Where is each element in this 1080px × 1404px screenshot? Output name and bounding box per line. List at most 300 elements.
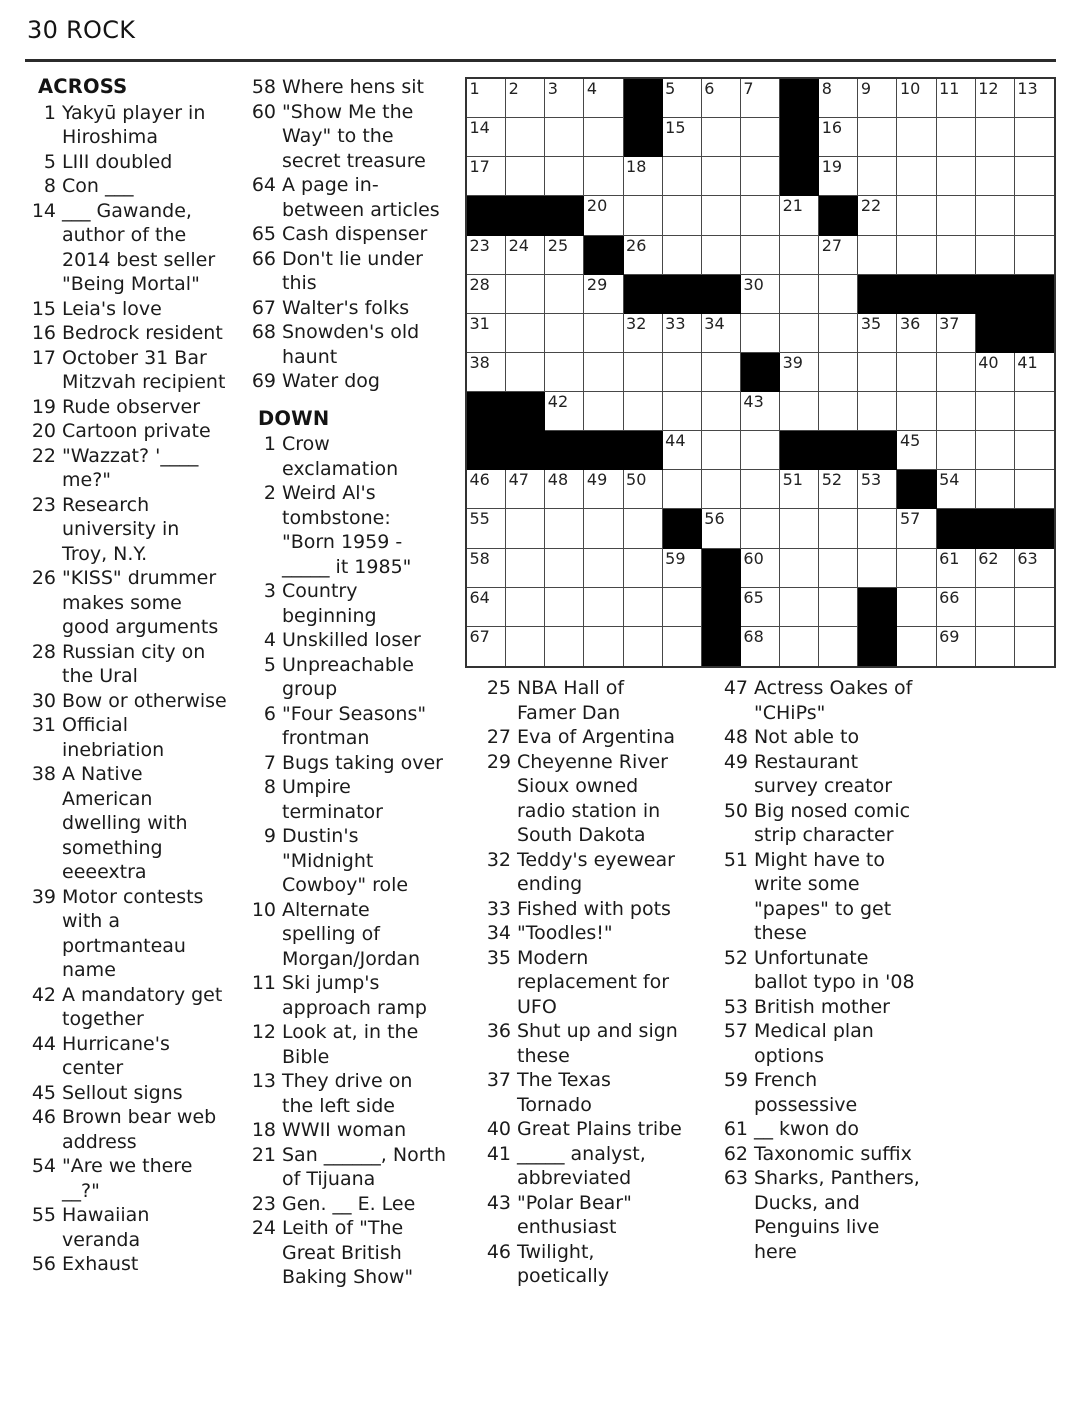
cell-number: 31 <box>469 313 490 333</box>
grid-cell[interactable] <box>741 157 780 196</box>
grid-cell[interactable] <box>780 353 819 392</box>
grid-cell[interactable] <box>663 431 702 470</box>
grid-cell[interactable] <box>1015 627 1054 666</box>
grid-cell[interactable] <box>584 549 623 588</box>
clue-number: 60 <box>251 100 276 123</box>
grid-cell[interactable] <box>819 118 858 157</box>
clue-across-64 <box>250 173 455 222</box>
grid-cell[interactable] <box>584 509 623 548</box>
grid-cell[interactable] <box>545 157 584 196</box>
clue-number: 50 <box>723 799 748 822</box>
grid-cell[interactable] <box>780 509 819 548</box>
grid-cell[interactable] <box>545 236 584 275</box>
grid-cell[interactable] <box>741 118 780 157</box>
cell-number: 34 <box>704 313 725 333</box>
cell-number: 10 <box>899 79 921 98</box>
grid-cell[interactable] <box>702 392 741 431</box>
grid-cell[interactable] <box>1015 392 1054 431</box>
grid-cell[interactable] <box>663 549 702 588</box>
clue-text: Weird Al's tombstone: "Born 1959 - _____ it 1985" <box>282 482 412 578</box>
grid-cell[interactable] <box>467 509 506 548</box>
clue-number: 21 <box>251 1143 276 1166</box>
grid-cell[interactable] <box>702 157 741 196</box>
grid-cell[interactable] <box>624 392 663 431</box>
cell-number: 40 <box>978 352 999 372</box>
grid-cell[interactable] <box>584 275 623 314</box>
cell-number: 65 <box>743 587 764 607</box>
grid-cell[interactable] <box>897 509 936 548</box>
clue-number: 55 <box>31 1204 56 1226</box>
clue-number: 13 <box>251 1070 276 1092</box>
clue-number: 8 <box>263 776 276 798</box>
grid-cell[interactable] <box>780 470 819 509</box>
clue-text: Medical plan options <box>754 1020 874 1067</box>
grid-cell[interactable] <box>663 79 702 118</box>
grid-cell[interactable] <box>663 627 702 666</box>
grid-cell[interactable] <box>819 157 858 196</box>
grid-cell[interactable] <box>624 353 663 392</box>
clue-number: 6 <box>263 702 276 725</box>
clue-text: Bedrock resident <box>62 322 223 344</box>
cell-number: 20 <box>586 196 608 216</box>
grid-cell[interactable] <box>937 314 976 353</box>
clue-text: Yakyū player in Hiroshima <box>62 101 206 148</box>
clue-text: Walter's folks <box>282 296 410 319</box>
grid-cell[interactable] <box>741 627 780 666</box>
grid-cell[interactable] <box>545 509 584 548</box>
grid-cell[interactable] <box>1015 79 1054 118</box>
clue-text: Alternate spelling of Morgan/Jordan <box>282 898 421 970</box>
grid-cell[interactable] <box>819 79 858 118</box>
grid-cell[interactable] <box>467 314 506 353</box>
clue-number: 66 <box>251 247 276 270</box>
grid-cell[interactable] <box>976 196 1015 235</box>
clue-number: 31 <box>31 714 56 736</box>
clue-text: "Toodles!" <box>517 922 613 944</box>
grid-cell[interactable] <box>897 314 936 353</box>
page-title: 30 ROCK <box>27 16 136 44</box>
grid-cell[interactable] <box>545 627 584 666</box>
grid-cell[interactable] <box>819 275 858 314</box>
cell-number: 42 <box>547 392 569 412</box>
grid-cell[interactable] <box>741 509 780 548</box>
grid-cell[interactable] <box>897 118 936 157</box>
grid-cell[interactable] <box>506 118 545 157</box>
clue-down-1 <box>250 432 455 481</box>
grid-cell[interactable] <box>937 79 976 118</box>
grid-cell-black <box>897 470 936 509</box>
clue-across-65 <box>250 222 455 247</box>
clue-down-63 <box>722 1166 927 1264</box>
grid-cell[interactable] <box>506 588 545 627</box>
grid-cell[interactable] <box>937 627 976 666</box>
cell-number: 46 <box>469 470 490 490</box>
grid-cell[interactable] <box>624 314 663 353</box>
clue-down-46 <box>485 1240 690 1289</box>
grid-cell[interactable] <box>1015 196 1054 235</box>
grid-cell-black <box>858 588 897 627</box>
grid-cell[interactable] <box>467 627 506 666</box>
grid-cell[interactable] <box>780 549 819 588</box>
cell-number: 5 <box>665 79 676 98</box>
grid-cell[interactable] <box>976 157 1015 196</box>
clue-text: British mother <box>754 995 890 1018</box>
grid-cell[interactable] <box>780 314 819 353</box>
clue-across-1 <box>30 101 230 150</box>
grid-cell[interactable] <box>976 627 1015 666</box>
down-clue-list-continued-2 <box>722 676 927 1264</box>
down-clue-list <box>250 432 455 1290</box>
grid-cell[interactable] <box>897 431 936 470</box>
grid-cell[interactable] <box>467 118 506 157</box>
grid-cell[interactable] <box>897 196 936 235</box>
across-header: ACROSS <box>38 75 128 98</box>
grid-cell[interactable] <box>897 588 936 627</box>
grid-cell[interactable] <box>702 353 741 392</box>
clue-number: 61 <box>723 1118 748 1140</box>
grid-cell[interactable] <box>584 470 623 509</box>
grid-cell[interactable] <box>663 588 702 627</box>
grid-cell[interactable] <box>506 549 545 588</box>
grid-cell[interactable] <box>858 549 897 588</box>
grid-cell[interactable] <box>741 392 780 431</box>
cell-number: 14 <box>469 118 490 138</box>
grid-cell[interactable] <box>937 118 976 157</box>
grid-cell[interactable] <box>584 157 623 196</box>
clue-down-35 <box>485 946 690 1020</box>
grid-cell[interactable] <box>897 79 936 118</box>
grid-cell[interactable] <box>584 627 623 666</box>
grid-cell[interactable] <box>584 314 623 353</box>
clue-text: San ______, North of Tijuana <box>282 1143 447 1190</box>
grid-cell[interactable] <box>624 196 663 235</box>
grid-cell[interactable] <box>624 236 663 275</box>
grid-cell[interactable] <box>741 196 780 235</box>
grid-cell[interactable] <box>741 314 780 353</box>
grid-cell[interactable] <box>1015 470 1054 509</box>
grid-cell[interactable] <box>780 236 819 275</box>
grid-cell[interactable] <box>937 236 976 275</box>
grid-cell[interactable] <box>545 118 584 157</box>
clue-down-53 <box>722 995 927 1020</box>
clue-text: Not able to <box>754 726 860 748</box>
clue-across-45 <box>30 1081 230 1106</box>
grid-cell[interactable] <box>624 470 663 509</box>
grid-cell[interactable] <box>506 353 545 392</box>
clue-text: Rude observer <box>62 395 201 418</box>
clue-number: 47 <box>723 677 748 699</box>
grid-cell[interactable] <box>584 79 623 118</box>
grid-cell[interactable] <box>663 157 702 196</box>
clue-text: They drive on the left side <box>282 1070 413 1117</box>
grid-cell[interactable] <box>858 157 897 196</box>
clue-down-3 <box>250 579 455 628</box>
grid-cell[interactable] <box>858 392 897 431</box>
grid-cell[interactable] <box>702 431 741 470</box>
grid-cell[interactable] <box>780 275 819 314</box>
grid-cell[interactable] <box>858 509 897 548</box>
grid-cell[interactable] <box>624 627 663 666</box>
grid-cell[interactable] <box>897 157 936 196</box>
cell-number: 61 <box>939 548 960 568</box>
grid-cell[interactable] <box>624 157 663 196</box>
grid-cell[interactable] <box>819 549 858 588</box>
grid-cell[interactable] <box>741 588 780 627</box>
clue-number: 33 <box>486 897 511 920</box>
grid-cell[interactable] <box>467 275 506 314</box>
grid-cell[interactable] <box>741 79 780 118</box>
grid-cell[interactable] <box>897 236 936 275</box>
grid-cell[interactable] <box>702 314 741 353</box>
grid-cell[interactable] <box>937 470 976 509</box>
grid-cell[interactable] <box>897 627 936 666</box>
grid-cell[interactable] <box>545 588 584 627</box>
clue-text: NBA Hall of Famer Dan <box>517 677 625 724</box>
grid-cell[interactable] <box>663 236 702 275</box>
clue-across-68 <box>250 320 455 369</box>
grid-cell[interactable] <box>506 275 545 314</box>
grid-cell[interactable] <box>976 392 1015 431</box>
grid-cell[interactable] <box>584 196 623 235</box>
grid-cell[interactable] <box>702 118 741 157</box>
clue-across-22 <box>30 444 230 493</box>
clue-text: LIII doubled <box>62 150 173 173</box>
clue-down-51 <box>722 848 927 946</box>
grid-cell-black <box>780 79 819 118</box>
grid-cell[interactable] <box>819 588 858 627</box>
grid-cell[interactable] <box>1015 353 1054 392</box>
grid-cell[interactable] <box>976 236 1015 275</box>
cell-number: 45 <box>899 431 921 451</box>
grid-cell[interactable] <box>741 431 780 470</box>
clue-text: Great Plains tribe <box>517 1118 682 1140</box>
clue-down-12 <box>250 1020 455 1069</box>
clue-number: 58 <box>251 76 276 98</box>
grid-cell-black <box>702 627 741 666</box>
clue-down-10 <box>250 898 455 972</box>
grid-cell[interactable] <box>467 157 506 196</box>
grid-cell[interactable] <box>663 353 702 392</box>
grid-cell[interactable] <box>858 314 897 353</box>
grid-cell[interactable] <box>819 509 858 548</box>
grid-cell[interactable] <box>937 431 976 470</box>
grid-cell[interactable] <box>858 236 897 275</box>
grid-cell[interactable] <box>741 549 780 588</box>
cell-number: 19 <box>821 157 843 177</box>
clue-number: 35 <box>486 946 511 969</box>
grid-cell[interactable] <box>1015 157 1054 196</box>
grid-cell[interactable] <box>741 236 780 275</box>
grid-cell[interactable] <box>467 79 506 118</box>
grid-cell[interactable] <box>584 392 623 431</box>
grid-cell[interactable] <box>663 470 702 509</box>
cell-number: 2 <box>508 79 519 98</box>
grid-cell[interactable] <box>937 588 976 627</box>
grid-cell[interactable] <box>780 196 819 235</box>
grid-cell-black <box>897 275 936 314</box>
grid-cell[interactable] <box>1015 549 1054 588</box>
grid-cell[interactable] <box>545 549 584 588</box>
clue-number: 24 <box>251 1217 276 1239</box>
clue-down-18 <box>250 1118 455 1143</box>
grid-cell-black <box>976 509 1015 548</box>
grid-cell[interactable] <box>545 470 584 509</box>
grid-cell[interactable] <box>937 196 976 235</box>
grid-cell[interactable] <box>976 118 1015 157</box>
grid-cell-black <box>780 118 819 157</box>
grid-cell[interactable] <box>976 353 1015 392</box>
grid-cell[interactable] <box>506 236 545 275</box>
grid-cell[interactable] <box>819 627 858 666</box>
grid-cell[interactable] <box>897 549 936 588</box>
clue-number: 8 <box>43 175 56 197</box>
clue-across-30 <box>30 689 230 714</box>
clue-text: Look at, in the Bible <box>282 1021 419 1068</box>
grid-cell[interactable] <box>1015 236 1054 275</box>
clue-text: _____ analyst, abbreviated <box>517 1142 646 1189</box>
clue-across-42 <box>30 983 230 1032</box>
grid-cell[interactable] <box>702 470 741 509</box>
clue-text: Don't lie under this <box>282 247 423 294</box>
clue-number: 36 <box>486 1020 511 1042</box>
cell-number: 57 <box>899 509 921 529</box>
grid-cell[interactable] <box>467 549 506 588</box>
grid-cell[interactable] <box>545 392 584 431</box>
grid-cell[interactable] <box>858 196 897 235</box>
grid-cell[interactable] <box>663 314 702 353</box>
grid-cell-black <box>702 588 741 627</box>
grid-cell[interactable] <box>897 353 936 392</box>
grid-cell-black <box>663 509 702 548</box>
grid-cell[interactable] <box>937 549 976 588</box>
grid-cell[interactable] <box>976 470 1015 509</box>
grid-cell[interactable] <box>584 353 623 392</box>
clue-number: 32 <box>486 848 511 871</box>
grid-cell[interactable] <box>584 588 623 627</box>
grid-cell[interactable] <box>780 588 819 627</box>
grid-cell[interactable] <box>858 353 897 392</box>
clue-text: A mandatory get together <box>62 983 223 1030</box>
grid-cell[interactable] <box>624 549 663 588</box>
grid-cell-black <box>467 431 506 470</box>
clue-down-48 <box>722 725 927 750</box>
clue-across-58 <box>250 75 455 100</box>
clue-across-38 <box>30 762 230 885</box>
grid-cell[interactable] <box>702 509 741 548</box>
clue-number: 30 <box>31 689 56 712</box>
grid-cell[interactable] <box>584 118 623 157</box>
grid-cell[interactable] <box>506 509 545 548</box>
grid-cell[interactable] <box>702 79 741 118</box>
grid-cell[interactable] <box>467 470 506 509</box>
grid-cell-black <box>584 236 623 275</box>
down-clue-list-continued <box>485 676 690 1289</box>
title-divider <box>25 59 1056 62</box>
grid-cell[interactable] <box>858 470 897 509</box>
grid-cell[interactable] <box>976 549 1015 588</box>
grid-cell[interactable] <box>1015 588 1054 627</box>
grid-cell[interactable] <box>506 79 545 118</box>
clue-down-57 <box>722 1019 927 1068</box>
grid-cell[interactable] <box>937 157 976 196</box>
clue-number: 63 <box>723 1167 748 1189</box>
clue-number: 34 <box>486 922 511 944</box>
cell-number: 4 <box>586 79 598 98</box>
grid-cell[interactable] <box>506 314 545 353</box>
grid-cell[interactable] <box>976 588 1015 627</box>
grid-cell[interactable] <box>897 392 936 431</box>
grid-cell[interactable] <box>1015 431 1054 470</box>
grid-cell[interactable] <box>780 627 819 666</box>
clue-down-49 <box>722 750 927 799</box>
clue-text: Restaurant survey creator <box>754 750 893 797</box>
grid-cell[interactable] <box>545 275 584 314</box>
grid-cell[interactable] <box>506 627 545 666</box>
grid-cell[interactable] <box>663 118 702 157</box>
clue-down-43 <box>485 1191 690 1240</box>
grid-cell[interactable] <box>819 236 858 275</box>
grid-cell[interactable] <box>467 236 506 275</box>
grid-cell-black <box>545 196 584 235</box>
grid-cell[interactable] <box>780 392 819 431</box>
clue-text: Cartoon private <box>62 420 211 442</box>
grid-cell[interactable] <box>937 353 976 392</box>
grid-cell[interactable] <box>624 588 663 627</box>
grid-cell[interactable] <box>624 509 663 548</box>
clue-text: Research university in Troy, N.Y. <box>62 493 180 565</box>
clue-number: 28 <box>31 640 56 663</box>
grid-cell[interactable] <box>702 236 741 275</box>
grid-cell[interactable] <box>741 275 780 314</box>
cell-number: 23 <box>469 235 490 255</box>
grid-cell[interactable] <box>741 470 780 509</box>
grid-cell[interactable] <box>819 392 858 431</box>
clue-text: Unfortunate ballot typo in '08 <box>754 946 915 993</box>
grid-cell[interactable] <box>976 431 1015 470</box>
clue-text: Ski jump's approach ramp <box>282 972 427 1019</box>
grid-cell[interactable] <box>467 588 506 627</box>
grid-cell[interactable] <box>858 79 897 118</box>
grid-cell[interactable] <box>663 196 702 235</box>
cell-number: 18 <box>626 157 647 177</box>
clue-text: A Native American dwelling with something eeeextra <box>62 763 188 883</box>
grid-cell[interactable] <box>663 392 702 431</box>
grid-cell[interactable] <box>819 314 858 353</box>
grid-cell[interactable] <box>1015 118 1054 157</box>
grid-cell[interactable] <box>506 157 545 196</box>
clue-across-56 <box>30 1252 230 1277</box>
clue-text: "KISS" drummer makes some good arguments <box>62 567 219 638</box>
clue-down-5 <box>250 653 455 702</box>
cell-number: 55 <box>469 509 490 529</box>
grid-cell[interactable] <box>545 353 584 392</box>
grid-cell[interactable] <box>937 392 976 431</box>
cell-number: 32 <box>626 313 647 333</box>
cell-number: 1 <box>469 79 480 98</box>
grid-cell[interactable] <box>467 353 506 392</box>
clue-text: "Wazzat? '____ me?" <box>62 444 199 491</box>
grid-cell[interactable] <box>976 79 1015 118</box>
cell-number: 13 <box>1017 79 1038 98</box>
grid-cell[interactable] <box>506 470 545 509</box>
grid-cell[interactable] <box>858 118 897 157</box>
clue-text: WWII woman <box>282 1119 407 1141</box>
grid-cell[interactable] <box>819 470 858 509</box>
grid-cell[interactable] <box>545 314 584 353</box>
grid-cell[interactable] <box>545 79 584 118</box>
grid-cell[interactable] <box>819 353 858 392</box>
grid-cell[interactable] <box>702 196 741 235</box>
